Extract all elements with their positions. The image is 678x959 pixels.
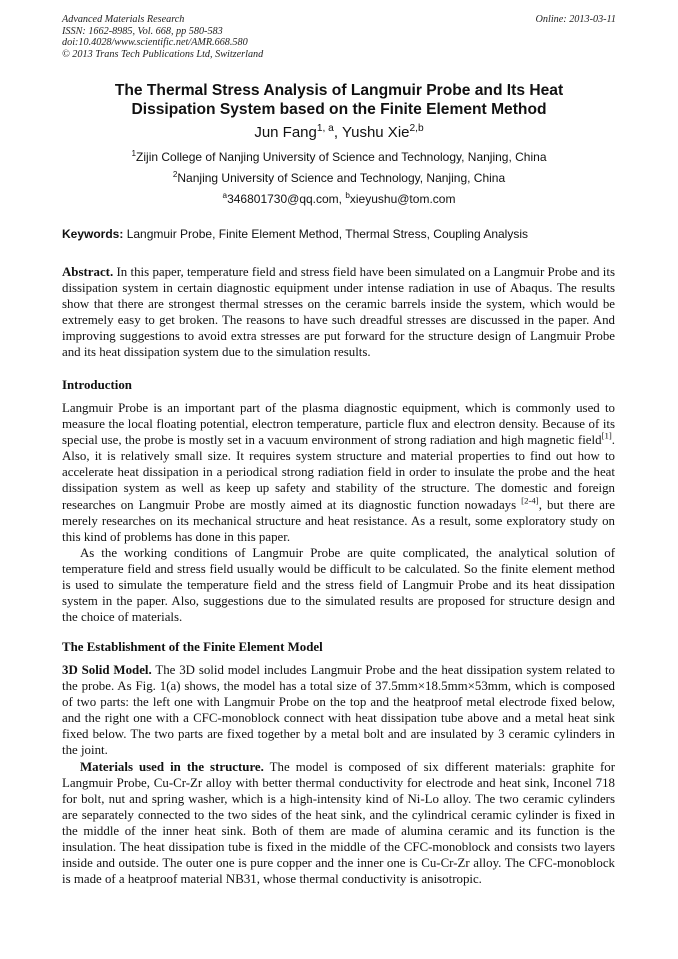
solid-model-paragraph	[62, 662, 615, 759]
email-b: xieyushu@tom.com	[349, 192, 456, 206]
solid-model-text: The 3D solid model includes Langmuir Probe and the heat dissipation system related to the probe. As Fig. 1(a) shows, the model has a total size of 37.5mm×18.5mm×53mm, which is composed of two parts: the left one with Langmuir Probe on the top and the heatproof metal electrode fixed below, and the right one with a CFC-monoblock connect with heat dissipation tube above and a metal heat sink fixed below. The two parts are fixed together by a metal bolt and are insulated by 3 ceramic cylinders in the joint.	[62, 663, 615, 758]
materials-paragraph	[62, 759, 615, 888]
online-date: Online: 2013-03-11	[535, 14, 616, 25]
materials-text: The model is composed of six different materials: graphite for Langmuir Probe, Cu-Cr-Zr alloy with better thermal conductivity for electrode and heat sink, Inconel 718 for bolt, nut and spring washer, which is a high-intensity kind of Ni-Lo alloy. The two ceramic cylinders are separately connected to the two sides of the heat sink, and the cylindrical ceramic cylinder is fixed in the middle of the inner heat sink. Both of them are made of alumina ceramic and its function is the insulation. The heat dissipation tube is fixed in the middle of the CFC-monoblock and consists two layers inside and outside. The outer one is pure copper and the inner one is Cu-Cr-Zr alloy. The CFC-monoblock is made of a heatproof material NB31, whose thermal conductivity is anisotropic.	[62, 759, 615, 887]
email-b-mark: b	[345, 191, 350, 200]
title-line-2: Dissipation System based on the Finite Element Method	[131, 101, 547, 118]
keywords-text: Langmuir Probe, Finite Element Method, Thermal Stress, Coupling Analysis	[123, 227, 528, 241]
author-emails	[62, 192, 616, 207]
journal-name: Advanced Materials Research	[62, 14, 185, 25]
section-2-body	[62, 662, 615, 887]
abstract-text: In this paper, temperature field and stress field have been simulated on a Langmuir Probe and its dissipation system in certain diagnostic equipment under intense radiation in use of Abaqus. The results show that there are strongest thermal stresses on the ceramic barrels inside the system, which would be extremely easy to get broken. The reasons to have such dreadful stresses are discussed in the paper. And improving suggestions to avoid extra stresses are put forward for the structure design of Langmuir Probe and its heat dissipation system due to the simulation results.	[62, 265, 615, 360]
affiliation-2-mark: 2	[172, 170, 178, 179]
introduction-paragraph-1	[62, 400, 615, 545]
introduction-paragraph-2: As the working conditions of Langmuir Probe are quite complicated, the analytical solution of temperature field and stress field usually would be difficult to be calculated. So the finite element method is used to simulate the temperature field and the stress field of Langmuir Probe and its heat dissipation system in the paper. Also, suggestions due to the simulated results are proposed for structure design and the choice of materials.	[62, 545, 615, 625]
journal-header	[62, 14, 616, 60]
affiliation-1-mark: 1	[131, 149, 137, 158]
affiliation-1-text: Zijin College of Nanjing University of Science and Technology, Nanjing, China	[136, 150, 547, 164]
author-2-name: Yushu Xie	[341, 124, 410, 141]
author-1-affiliation-mark: 1, a	[316, 123, 334, 134]
intro-p1-text-a: Langmuir Probe is an important part of the plasma diagnostic equipment, which is commonly used to measure the local floating potential, electron temperature, particle flux and electron density. Because of its special use, the probe is mostly set in a vacuum environment of strong radiation and high magnetic field	[62, 401, 615, 448]
affiliation-1	[62, 150, 616, 165]
materials-label: Materials used in the structure.	[80, 759, 264, 774]
article-doi: doi:10.4028/www.scientific.net/AMR.668.580	[62, 37, 248, 49]
solid-model-label: 3D Solid Model.	[62, 663, 152, 677]
email-a: 346801730@qq.com,	[227, 192, 346, 206]
abstract	[62, 264, 615, 361]
introduction-body	[62, 400, 615, 625]
author-list	[62, 123, 616, 142]
author-2-affiliation-mark: 2,b	[409, 123, 424, 134]
author-1-name: Jun Fang	[254, 124, 317, 141]
intro-p1-text-c: , but there are merely researches on its mechanical structure and heat resistance. As a result, some exploratory study on this kind of problems has done in this paper.	[62, 497, 615, 544]
citation-1: [1]	[601, 430, 612, 441]
intro-p1-text-b: . Also, it is relatively small size. It requires system structure and material properties to find out how to accelerate heat dissipation in a periodical strong radiation field in order to insulate the probe and the heat dissipation system as well as keep up safety and stability of the structure. The domestic and foreign researches on Langmuir Probe are mostly aimed at its diagnostic function nowadays	[62, 433, 615, 512]
email-a-mark: a	[222, 191, 228, 200]
citation-2-4: [2-4]	[521, 495, 539, 506]
keywords	[62, 227, 616, 242]
affiliation-2-text: Nanjing University of Science and Technology, Nanjing, China	[177, 171, 506, 185]
paper-title	[62, 81, 616, 119]
title-line-1: The Thermal Stress Analysis of Langmuir Probe and Its Heat	[114, 82, 564, 99]
introduction-heading: Introduction	[62, 378, 132, 392]
keywords-label: Keywords:	[62, 227, 124, 241]
copyright-notice: © 2013 Trans Tech Publications Ltd, Switzerland	[62, 48, 264, 60]
abstract-label: Abstract.	[62, 265, 114, 279]
section-2-heading: The Establishment of the Finite Element Model	[62, 640, 323, 654]
journal-issn: ISSN: 1662-8985, Vol. 668, pp 580-583	[62, 25, 223, 37]
affiliation-2	[62, 171, 616, 186]
author-separator: ,	[333, 124, 342, 141]
